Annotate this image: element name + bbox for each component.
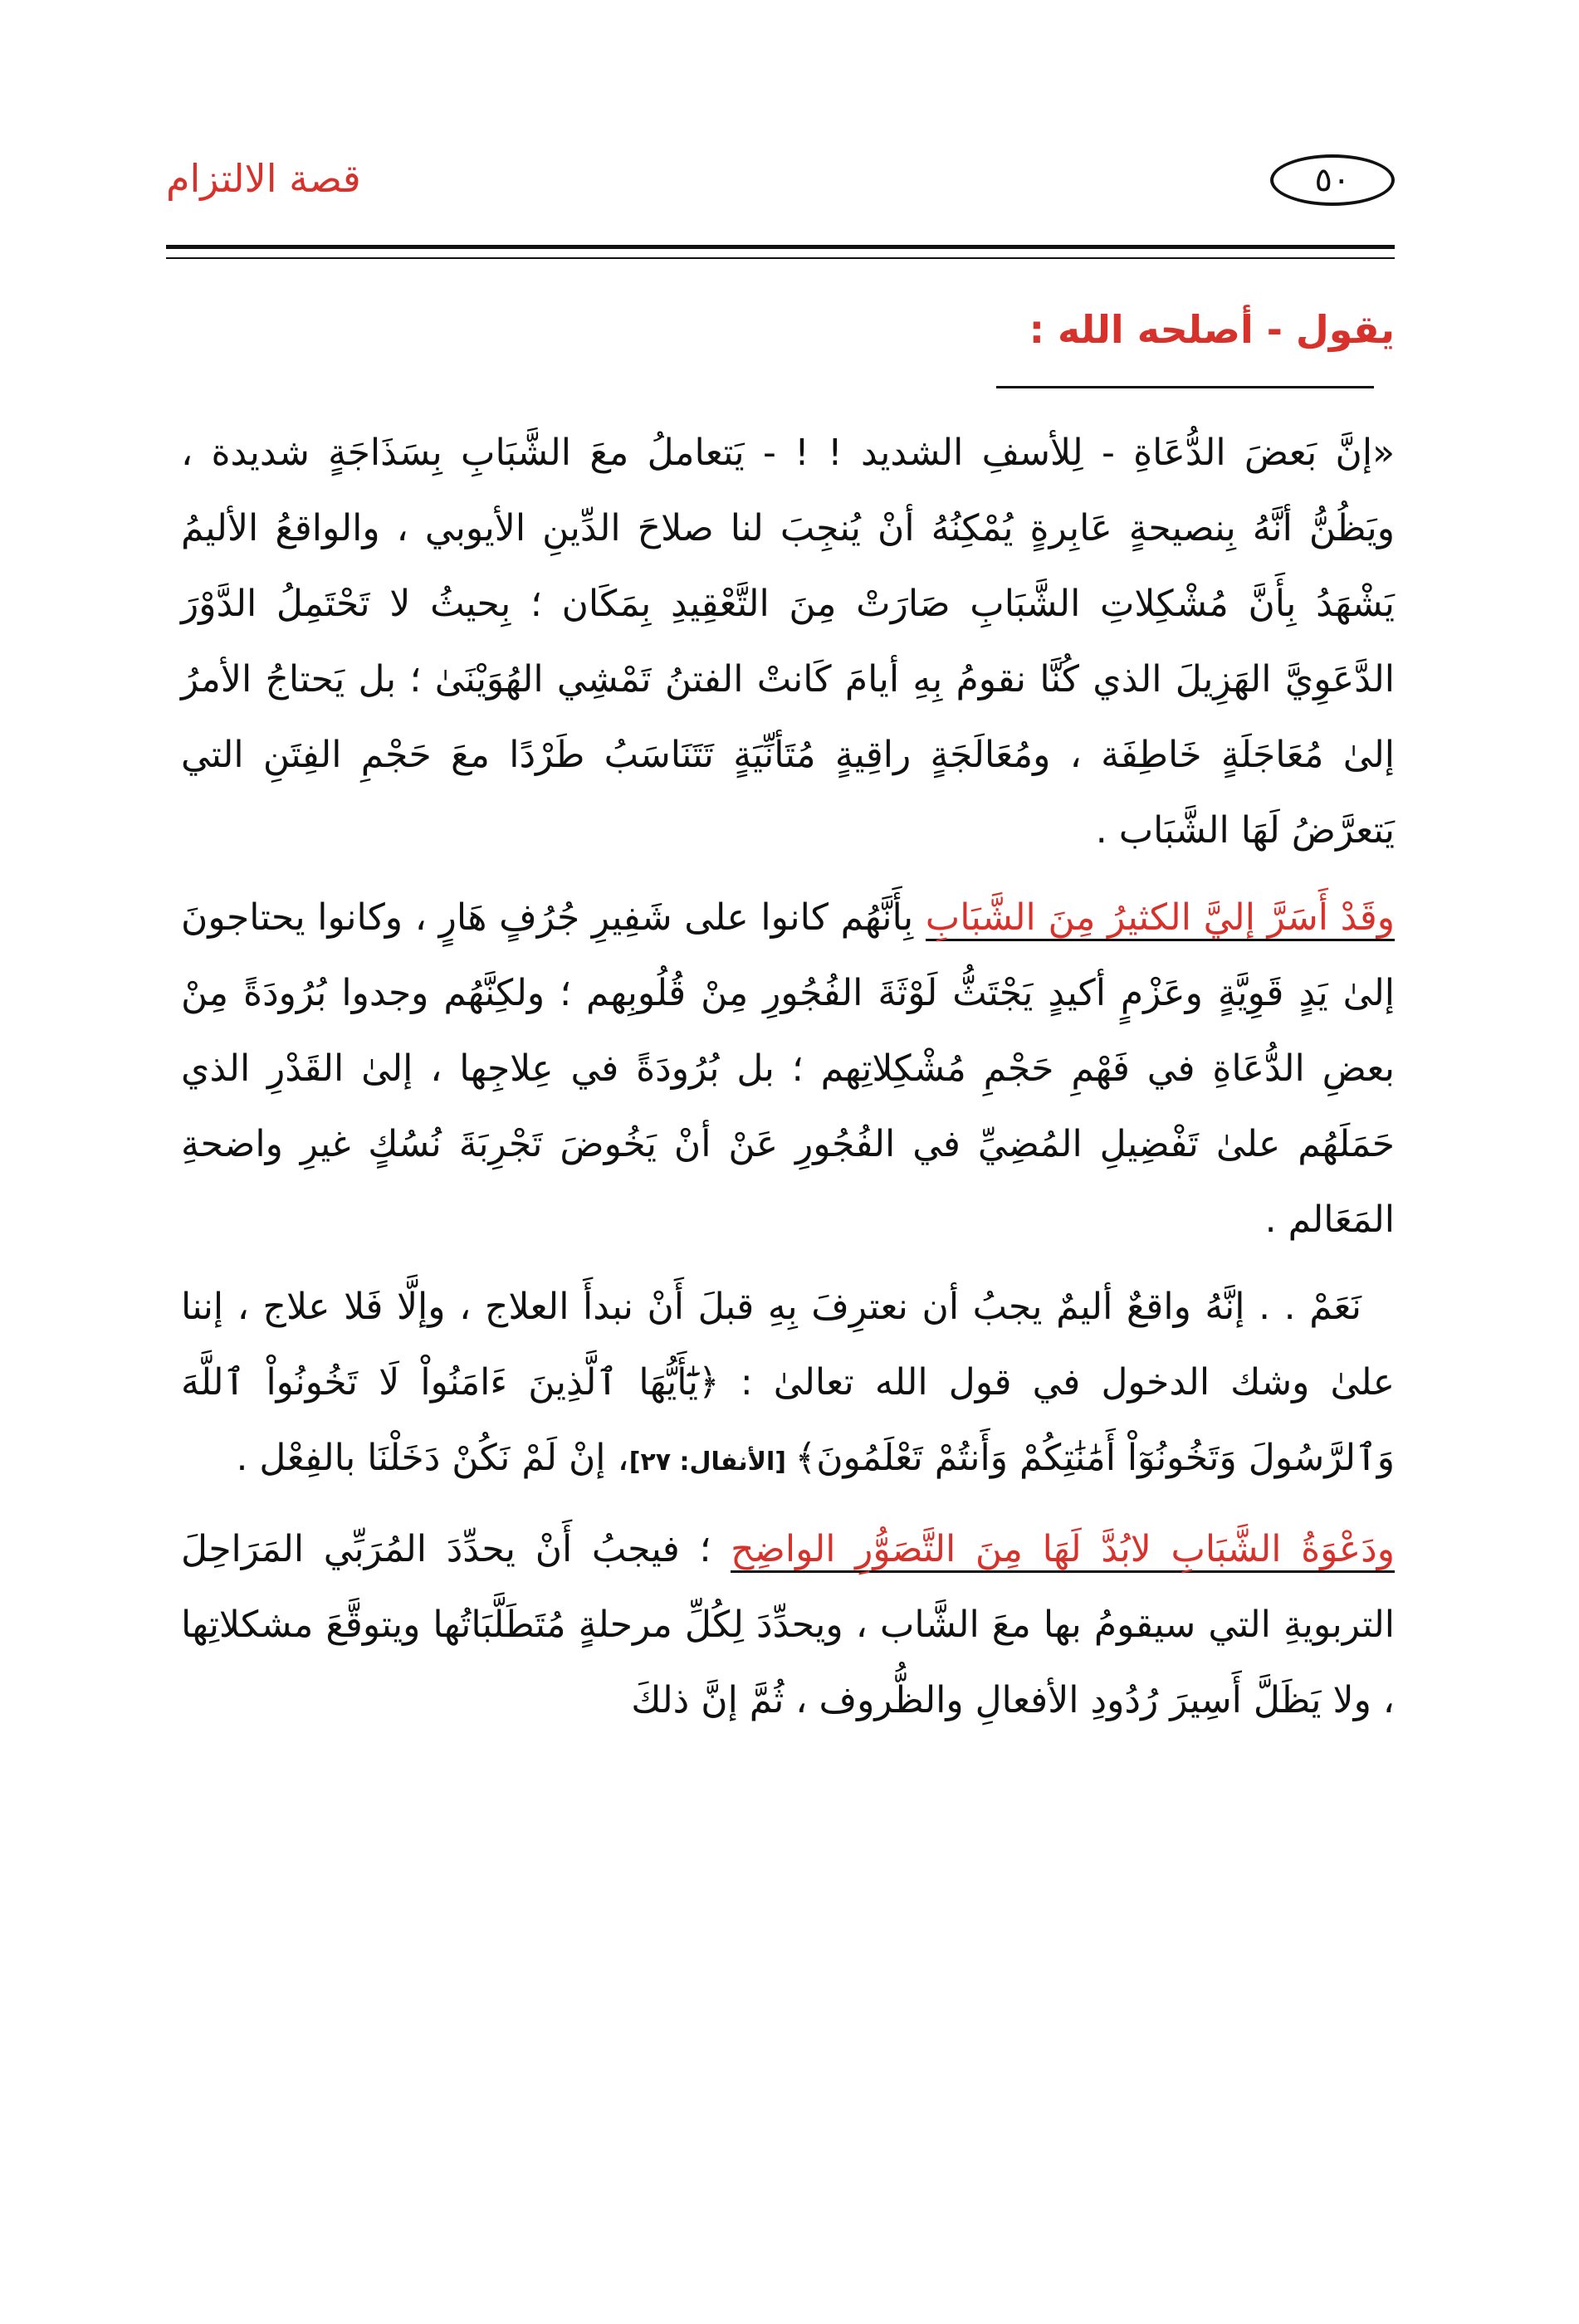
paragraph-3-text-before: نَعَمْ . . إنَّهُ واقعٌ أليمٌ يجبُ أن نعترِفَ بِهِ قبلَ أَنْ نبدأَ العلاج ، وإلَّا فَلا علاج ، إننا علىٰ وشك الدخول في قول الله تعالىٰ : (181, 1286, 1395, 1404)
paragraph-2 (181, 880, 1395, 1257)
paragraph-1-text: «إنَّ بَعضَ الدُّعَاةِ - لِلأسفِ الشديد ! ! - يَتعاملُ معَ الشَّبَابِ بِسَذَاجَةٍ شديدة ، ويَظُنُّ أنَّهُ بِنصيحةٍ عَابِرةٍ يُمْكِنُهُ أنْ يُنجِبَ لنا صلاحَ الدِّينِ الأيوبي ، والواقعُ الأليمُ يَشْهَدُ بِأَنَّ مُشْكِلاتِ الشَّبَابِ صَارَتْ مِنَ التَّعْقِيدِ بِمَكَان ؛ بِحيثُ لا تَحْتَمِلُ الدَّوْرَ الدَّعَوِيَّ الهَزِيلَ الذي كُنَّا نقومُ بِهِ أيامَ كَانتْ الفتنُ تَمْشِي الهُوَيْنَىٰ ؛ بل يَحتاجُ الأمرُ إلىٰ مُعَاجَلَةٍ خَاطِفَة ، ومُعَالَجَةٍ راقِيةٍ مُتَأنِّيَةٍ تَتَنَاسَبُ طَرْدًا معَ حَجْمِ الفِتَنِ التي يَتعرَّضُ لَهَا الشَّبَاب . (181, 432, 1395, 852)
verse-reference: [الأنفال: ٢٧] (628, 1448, 795, 1477)
paragraph-4 (181, 1511, 1395, 1738)
section-heading: يقول - أصلحه الله : (1029, 307, 1395, 352)
paragraph-4-text: ؛ فيجبُ أَنْ يحدِّدَ المُرَبِّي المَرَاحِلَ التربويةِ التي سيقومُ بها معَ الشَّاب ، ويحدِّدَ لِكُلِّ مرحلةٍ مُتَطَلَّبَاتُها ويتوقَّعَ مشكلاتِها ، ولا يَظَلَّ أَسِيرَ رُدُودِ الأفعالِ والظُّروف ، ثُمَّ إنَّ ذلكَ (181, 1528, 1395, 1721)
header-rule-thin (166, 257, 1395, 259)
page-number (1270, 154, 1395, 206)
paragraph-1 (181, 415, 1395, 868)
heading-underline (996, 386, 1374, 388)
book-title: قصة الالتزام (166, 156, 361, 201)
header-rule-thick (166, 245, 1395, 249)
body-text (181, 415, 1395, 1750)
paragraph-2-highlight: وقَدْ أَسَرَّ إليَّ الكثيرُ مِنَ الشَّبَابِ (926, 896, 1395, 941)
paragraph-3 (181, 1269, 1395, 1500)
paragraph-4-highlight: ودَعْوَةُ الشَّبَابِ لابُدَّ لَهَا مِنَ التَّصَوُّرِ الواضِح (731, 1528, 1395, 1573)
page-number-text: ٥٠ (1314, 161, 1351, 199)
paragraph-2-text: بِأَنَّهُم كانوا على شَفِيرِ جُرُفٍ هَارٍ ، وكانوا يحتاجونَ إلىٰ يَدٍ قَوِيَّةٍ وعَزْمٍ أكيدٍ يَجْتَثُّ لَوْثَةَ الفُجُورِ مِنْ قُلُوبِهم ؛ ولكِنَّهُم وجدوا بُرُودَةً مِنْ بعضِ الدُّعَاةِ في فَهْمِ حَجْمِ مُشْكِلاتِهم ؛ بل بُرُودَةً في عِلاجِها ، إلىٰ القَدْرِ الذي حَمَلَهُم علىٰ تَفْضِيلِ المُضِيِّ في الفُجُورِ عَنْ أنْ يَخُوضَ تَجْرِبَةَ نُسُكٍ غيرِ واضحةِ المَعَالم . (181, 896, 1395, 1241)
paragraph-3-text-after: ، إنْ لَمْ نَكُنْ دَخَلْنَا بالفِعْل . (236, 1437, 629, 1479)
page-header (166, 149, 1395, 241)
quran-verse: ﴿يَٰٓأَيُّهَا ٱلَّذِينَ ءَامَنُواْ لَا تَخُونُواْ ٱللَّهَ وَٱلرَّسُولَ وَتَخُونُوٓاْ أَمَٰنَٰتِكُمْ وَأَنتُمْ تَعْلَمُونَ﴾ (181, 1361, 1395, 1479)
